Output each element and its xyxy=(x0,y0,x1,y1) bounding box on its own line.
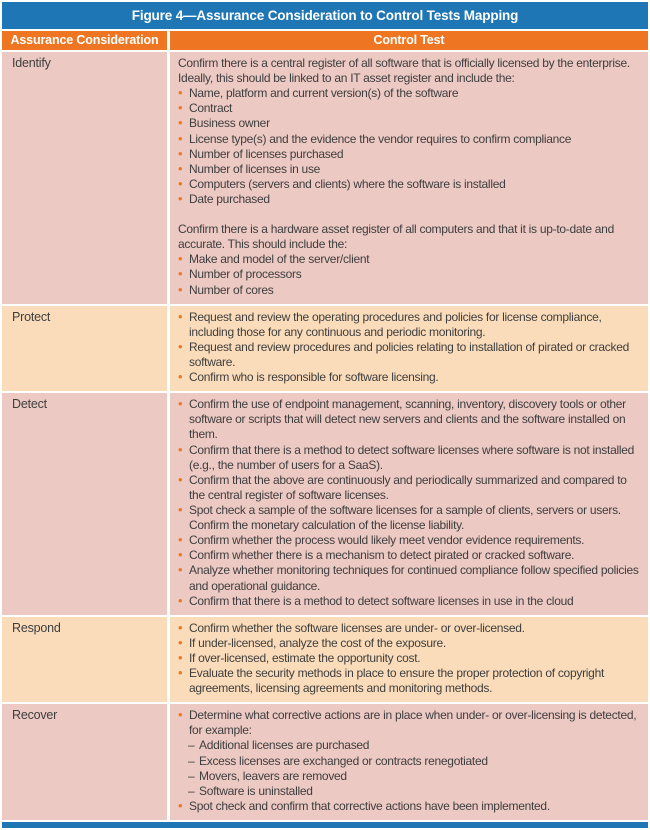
consideration-cell: Protect xyxy=(2,306,167,392)
bullet-item xyxy=(178,283,640,298)
item-text: Evaluate the security methods in place to ensure the proper protection of copyright agreements, licensing agreements and monitoring methods. xyxy=(189,666,605,696)
item-text: Determine what corrective actions are in place when under- or over-licensing is detected, for example: xyxy=(189,708,637,738)
item-text: Number of licenses in use xyxy=(189,161,321,176)
item-text: Confirm that there is a method to detect software licenses in use in the cloud xyxy=(189,593,574,608)
bullet-item xyxy=(178,116,640,131)
bullet-icon: • xyxy=(178,266,183,282)
dash-item xyxy=(178,784,640,799)
item-text: Name, platform and current version(s) of the software xyxy=(189,86,459,101)
bullet-item xyxy=(178,252,640,267)
consideration-cell: Identify xyxy=(2,52,167,304)
bullet-icon: • xyxy=(178,369,183,385)
item-text: Date purchased xyxy=(189,191,270,206)
bullet-icon: • xyxy=(178,130,183,146)
item-text: Confirm whether there is a mechanism to detect pirated or cracked software. xyxy=(189,548,575,563)
bullet-item xyxy=(178,267,640,282)
bullet-icon: • xyxy=(178,471,183,487)
bullet-icon: • xyxy=(178,501,183,517)
bullet-item xyxy=(178,370,640,385)
item-text: If over-licensed, estimate the opportunity cost. xyxy=(189,650,421,665)
bullet-icon: • xyxy=(178,592,183,608)
bullet-item xyxy=(178,594,640,609)
item-text: Computers (servers and clients) where the software is installed xyxy=(189,176,506,191)
item-text: Contract xyxy=(189,101,233,116)
item-text: Confirm that there is a method to detect software licenses where software is not installed (e.g., the number of users for a SaaS). xyxy=(189,442,635,472)
item-text: Excess licenses are exchanged or contracts renegotiated xyxy=(199,753,488,768)
bullet-item xyxy=(178,132,640,147)
table-row xyxy=(2,393,648,615)
item-text: Spot check a sample of the software licenses for a sample of clients, servers or users. Confirm the monetary calculation of the license liability. xyxy=(189,502,621,533)
dash-icon: – xyxy=(188,768,195,783)
item-text: Number of licenses purchased xyxy=(189,146,344,161)
control-test-cell xyxy=(170,52,648,304)
figure-title: Figure 4—Assurance Consideration to Control Tests Mapping xyxy=(2,2,648,29)
control-test-cell xyxy=(170,704,648,820)
control-test-cell xyxy=(170,393,648,615)
table-row xyxy=(2,617,648,703)
bullet-icon: • xyxy=(178,532,183,548)
control-test-cell xyxy=(170,617,648,703)
bullet-item xyxy=(178,708,640,738)
spacer xyxy=(178,207,640,222)
bullet-icon: • xyxy=(178,441,183,457)
item-text: Confirm whether the software licenses are under- or over-licensed. xyxy=(189,620,525,635)
item-text: Confirm whether the process would likely meet vendor evidence requirements. xyxy=(189,533,585,548)
item-text: Spot check and confirm that corrective actions have been implemented. xyxy=(189,798,550,813)
bullet-icon: • xyxy=(178,251,183,267)
bullet-icon: • xyxy=(178,547,183,563)
item-text: Movers, leavers are removed xyxy=(199,768,347,783)
paragraph: Confirm there is a hardware asset register of all computers and that it is up-to-date and accurate. This should include the: xyxy=(178,222,614,252)
table-body xyxy=(2,52,648,820)
bullet-item xyxy=(178,86,640,101)
bullet-icon: • xyxy=(178,308,183,324)
paragraph: Confirm there is a central register of all software that is officially licensed by the enterprise. Ideally, this should be linked to an IT asset register and include the: xyxy=(178,56,630,86)
bullet-item xyxy=(178,563,640,593)
bullet-icon: • xyxy=(178,707,183,723)
bullet-item xyxy=(178,799,640,814)
bullet-item xyxy=(178,192,640,207)
bullet-item xyxy=(178,147,640,162)
bullet-item xyxy=(178,443,640,473)
bullet-icon: • xyxy=(178,85,183,101)
bullet-item xyxy=(178,340,640,370)
item-text: License type(s) and the evidence the vendor requires to confirm compliance xyxy=(189,131,572,146)
bottom-accent-bar xyxy=(2,822,648,828)
bullet-item xyxy=(178,636,640,651)
table-header-row xyxy=(2,31,648,50)
bullet-item xyxy=(178,473,640,503)
bullet-icon: • xyxy=(178,665,183,681)
bullet-icon: • xyxy=(178,562,183,578)
bullet-icon: • xyxy=(178,160,183,176)
bullet-item xyxy=(178,533,640,548)
table-row xyxy=(2,306,648,392)
bullet-item xyxy=(178,666,640,696)
item-text: Request and review procedures and policies relating to installation of pirated or cracked software. xyxy=(189,339,630,369)
column-header-assurance-consideration: Assurance Consideration xyxy=(2,31,167,50)
bullet-icon: • xyxy=(178,797,183,813)
bullet-item xyxy=(178,397,640,442)
bullet-item xyxy=(178,548,640,563)
bullet-item xyxy=(178,310,640,340)
control-test-cell xyxy=(170,306,648,392)
item-text: Confirm who is responsible for software licensing. xyxy=(189,370,439,385)
item-text: Confirm the use of endpoint management, scanning, inventory, discovery tools or other software or scripts that will detect new servers and clients and the software installed on them. xyxy=(189,397,626,442)
item-text: Number of cores xyxy=(189,282,274,297)
item-text: Analyze whether monitoring techniques for continued compliance follow specified policies and operational guidance. xyxy=(189,563,639,593)
dash-icon: – xyxy=(188,753,195,768)
dash-icon: – xyxy=(188,738,195,753)
dash-item xyxy=(178,769,640,784)
consideration-cell: Detect xyxy=(2,393,167,615)
bullet-icon: • xyxy=(178,634,183,650)
table-row xyxy=(2,52,648,304)
bullet-item xyxy=(178,621,640,636)
bullet-icon: • xyxy=(178,115,183,131)
item-text: Software is uninstalled xyxy=(199,783,313,798)
item-text: Business owner xyxy=(189,116,270,131)
bullet-icon: • xyxy=(178,281,183,297)
item-text: Confirm that the above are continuously and periodically summarized and compared to the central register of software licenses. xyxy=(189,472,627,502)
item-text: If under-licensed, analyze the cost of the exposure. xyxy=(189,635,446,650)
item-text: Additional licenses are purchased xyxy=(199,738,370,753)
consideration-cell: Recover xyxy=(2,704,167,820)
column-header-control-test: Control Test xyxy=(170,31,648,50)
dash-item xyxy=(178,738,640,753)
bullet-icon: • xyxy=(178,619,183,635)
item-text: Request and review the operating procedures and policies for license compliance, including those for any continuous and periodic monitoring. xyxy=(189,309,602,339)
bullet-item xyxy=(178,651,640,666)
table-row xyxy=(2,704,648,820)
bullet-icon: • xyxy=(178,175,183,191)
dash-icon: – xyxy=(188,783,195,798)
item-text: Make and model of the server/client xyxy=(189,252,370,267)
bullet-item xyxy=(178,177,640,192)
bullet-icon: • xyxy=(178,190,183,206)
bullet-item xyxy=(178,503,640,533)
bullet-icon: • xyxy=(178,100,183,116)
bullet-item xyxy=(178,162,640,177)
bullet-icon: • xyxy=(178,338,183,354)
bullet-icon: • xyxy=(178,649,183,665)
item-text: Number of processors xyxy=(189,267,302,282)
consideration-cell: Respond xyxy=(2,617,167,703)
bullet-icon: • xyxy=(178,396,183,412)
dash-item xyxy=(178,754,640,769)
bullet-icon: • xyxy=(178,145,183,161)
bullet-item xyxy=(178,101,640,116)
